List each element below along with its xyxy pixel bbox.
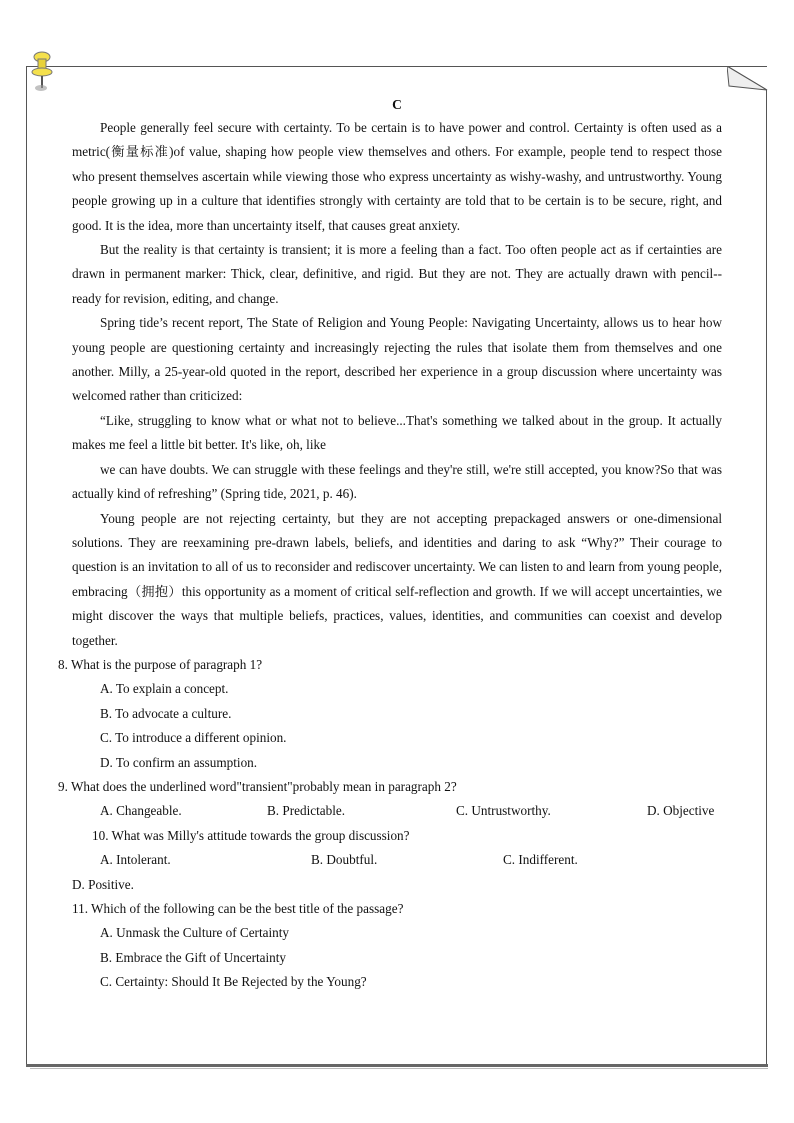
option-c: C. Indifferent.: [503, 852, 578, 868]
paragraph-3: Spring tide’s recent report, The State of Religion and Young People: Navigating Uncertainty, allows us to hear how young people are questioning certainty and increasingly rejecting the rules that isolate them from themselves and one another. Milly, a 25-year-old quoted in the report, described her experience in a group discussion where uncertainty was welcomed rather than criticized:: [72, 315, 722, 404]
option-d: D. Positive.: [72, 876, 134, 892]
paragraph-2: But the reality is that certainty is transient; it is more a feeling than a fact. Too often people act as if certainties are drawn in permanent marker: Thick, clear, definitive, and rigid. But they are not. They are actually drawn with pencil--ready for revision, editing, and change.: [72, 242, 722, 306]
page-frame-right-edge: [766, 90, 767, 1066]
option-c: C. Untrustworthy.: [456, 803, 551, 819]
option-d: D. To confirm an assumption.: [100, 754, 258, 770]
option-d: D. Objective: [647, 803, 715, 819]
option-b: B. To advocate a culture.: [100, 705, 232, 721]
option-c: C. To introduce a different opinion.: [100, 730, 287, 746]
option-a: A. To explain a concept.: [100, 681, 229, 697]
option-a: A. Unmask the Culture of Certainty: [100, 925, 289, 941]
option-b: B. Predictable.: [267, 803, 346, 819]
option-a: A. Changeable.: [100, 803, 182, 819]
paragraph-5-quote: we can have doubts. We can struggle with these feelings and they're still, we're still accepted, you know?So that was actually kind of refreshing” (Spring tide, 2021, p. 46).: [72, 461, 722, 502]
pushpin-icon: [30, 50, 54, 92]
paragraph-1: People generally feel secure with certainty. To be certain is to have power and control. Certainty is often used as a metric(衡量标准)of value, shaping how people view themselves and others. For example, people tend to respect those who present themselves ascertain while viewing those who express uncertainty as wishy-washy, and untrustworthy. Young people growing up in a culture that identifies strongly with certainty are told that to be certain is to be secure, right, and good. It is the idea, more than uncertainty itself, that causes great anxiety.: [72, 120, 722, 233]
option-d-wrapped: [14, 873, 722, 897]
question-stem: 10. What was Milly's attitude towards the group discussion?: [92, 827, 410, 843]
question-10: [14, 824, 722, 897]
passage-title: C: [392, 97, 402, 112]
page-frame-bottom-shadow: [30, 1068, 768, 1069]
question-stem: 8. What is the purpose of paragraph 1?: [58, 656, 263, 672]
page-curl-icon: [727, 66, 769, 92]
question-11: [14, 897, 722, 995]
paragraph-4-quote: “Like, struggling to know what or what not to believe...That's something we talked about in the group. It actually makes me feel a little bit better. It's like, oh, like: [72, 412, 722, 453]
option-b: B. Embrace the Gift of Uncertainty: [100, 949, 287, 965]
option-c: C. Certainty: Should It Be Rejected by the Young?: [100, 974, 367, 990]
document-body: [58, 95, 722, 995]
option-b: B. Doubtful.: [311, 852, 378, 868]
paragraph-6: Young people are not rejecting certainty, but they are not accepting prepackaged answers or one-dimensional solutions. They are reexamining pre-drawn labels, beliefs, and identities and daring to ask “Why?” Their courage to question is an invitation to all of us to reconsider and rediscover uncertainty. We can listen to and learn from young people, embracing（拥抱）this opportunity as a moment of critical self-reflection and growth. If we will accept uncertainties, we might discover the ways that multiple beliefs, practices, values, identities, and communities can coexist and develop together.: [72, 510, 722, 648]
question-9: [14, 775, 722, 824]
page-frame-bottom-edge: [26, 1064, 768, 1067]
question-stem: 11. Which of the following can be the best title of the passage?: [72, 901, 404, 916]
option-a: A. Intolerant.: [100, 852, 171, 868]
question-stem: 9. What does the underlined word"transient"probably mean in paragraph 2?: [58, 778, 457, 794]
question-8: [14, 653, 722, 775]
